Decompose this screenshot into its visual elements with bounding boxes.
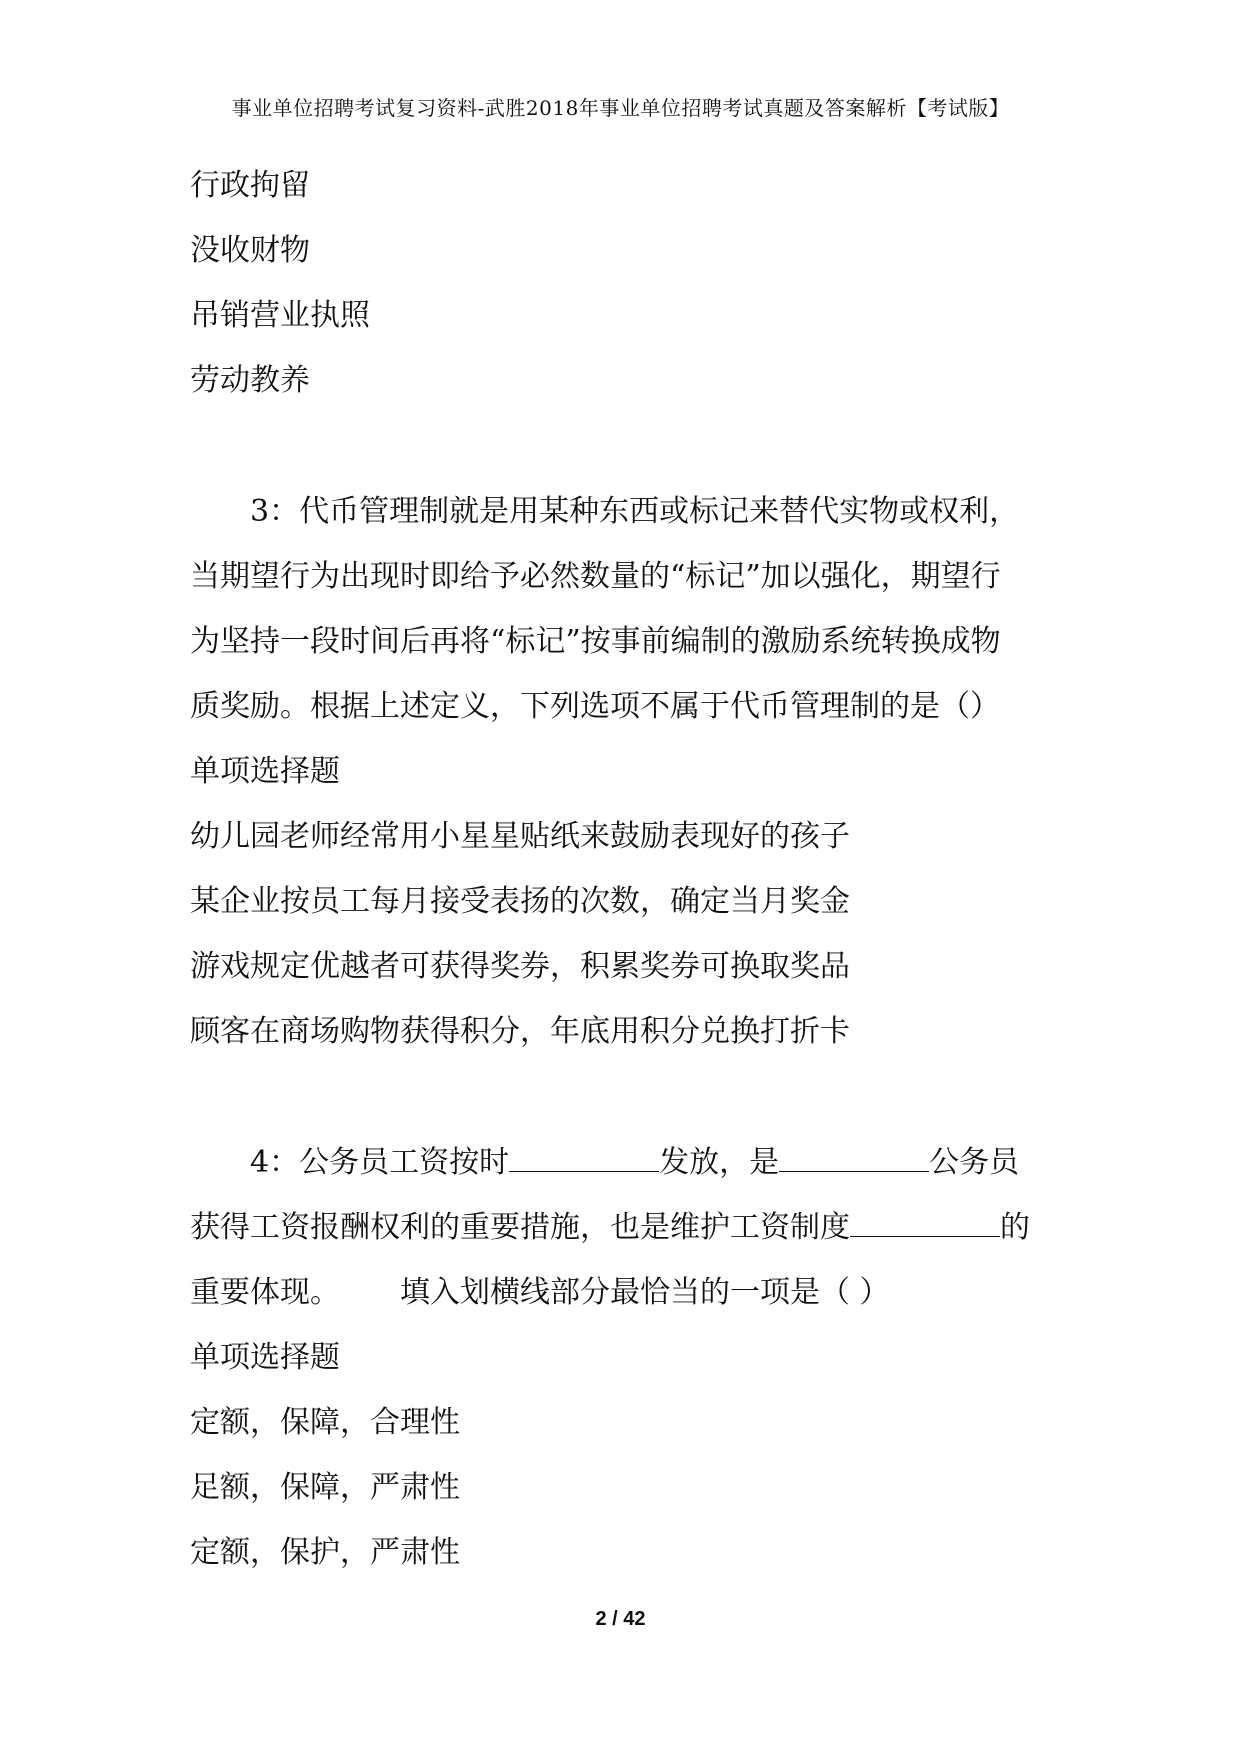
q2-option-3: 吊销营业执照 bbox=[190, 298, 370, 333]
q3-option-3: 游戏规定优越者可获得奖券，积累奖券可换取奖品 bbox=[190, 949, 850, 984]
q3-stem-line-2: 当期望行为出现时即给予必然数量的“标记”加以强化，期望行 bbox=[190, 559, 1001, 594]
q4-stem-line-1 bbox=[250, 1143, 1019, 1183]
q3-stem-line-1: 3：代币管理制就是用某种东西或标记来替代实物或权利， bbox=[250, 494, 1020, 529]
q4-stem-line-3 bbox=[190, 1273, 890, 1313]
q3-question-type: 单项选择题 bbox=[190, 754, 340, 789]
q3-option-2: 某企业按员工每月接受表扬的次数，确定当月奖金 bbox=[190, 884, 850, 919]
q3-stem-line-4: 质奖励。根据上述定义，下列选项不属于代币管理制的是（） bbox=[190, 689, 1000, 724]
q4-stem-part-2: 发放，是 bbox=[659, 1145, 780, 1180]
q3-option-1: 幼儿园老师经常用小星星贴纸来鼓励表现好的孩子 bbox=[190, 819, 850, 854]
q4-stem-part-1: 4：公务员工资按时 bbox=[250, 1145, 510, 1180]
q4-instruction: 填入划横线部分最恰当的一项是（ ） bbox=[400, 1275, 890, 1310]
q4-blank-2 bbox=[779, 1145, 929, 1172]
page-header: 事业单位招聘考试复习资料-武胜2018年事业单位招聘考试真题及答案解析【考试版】 bbox=[231, 96, 1010, 120]
q4-option-3: 定额，保护，严肃性 bbox=[190, 1535, 460, 1570]
q4-option-2: 足额，保障，严肃性 bbox=[190, 1470, 460, 1505]
q4-blank-1 bbox=[509, 1145, 659, 1172]
q3-stem-line-3: 为坚持一段时间后再将“标记”按事前编制的激励系统转换成物 bbox=[190, 624, 1001, 659]
q4-stem-part-5: 的 bbox=[1000, 1210, 1030, 1245]
q4-question-type: 单项选择题 bbox=[190, 1340, 340, 1375]
page-number: 2 / 42 bbox=[595, 1608, 646, 1630]
q4-stem-part-6: 重要体现。 bbox=[190, 1275, 340, 1310]
q2-option-4: 劳动教养 bbox=[190, 363, 310, 398]
q3-option-4: 顾客在商场购物获得积分，年底用积分兑换打折卡 bbox=[190, 1014, 850, 1049]
q4-stem-part-3: 公务员 bbox=[929, 1145, 1020, 1180]
q4-stem-part-4: 获得工资报酬权利的重要措施，也是维护工资制度 bbox=[190, 1210, 850, 1245]
q4-stem-line-2 bbox=[190, 1208, 1030, 1248]
q2-option-2: 没收财物 bbox=[190, 233, 310, 268]
q4-blank-3 bbox=[850, 1210, 1000, 1237]
q4-option-1: 定额，保障，合理性 bbox=[190, 1405, 460, 1440]
q2-option-1: 行政拘留 bbox=[190, 168, 310, 203]
